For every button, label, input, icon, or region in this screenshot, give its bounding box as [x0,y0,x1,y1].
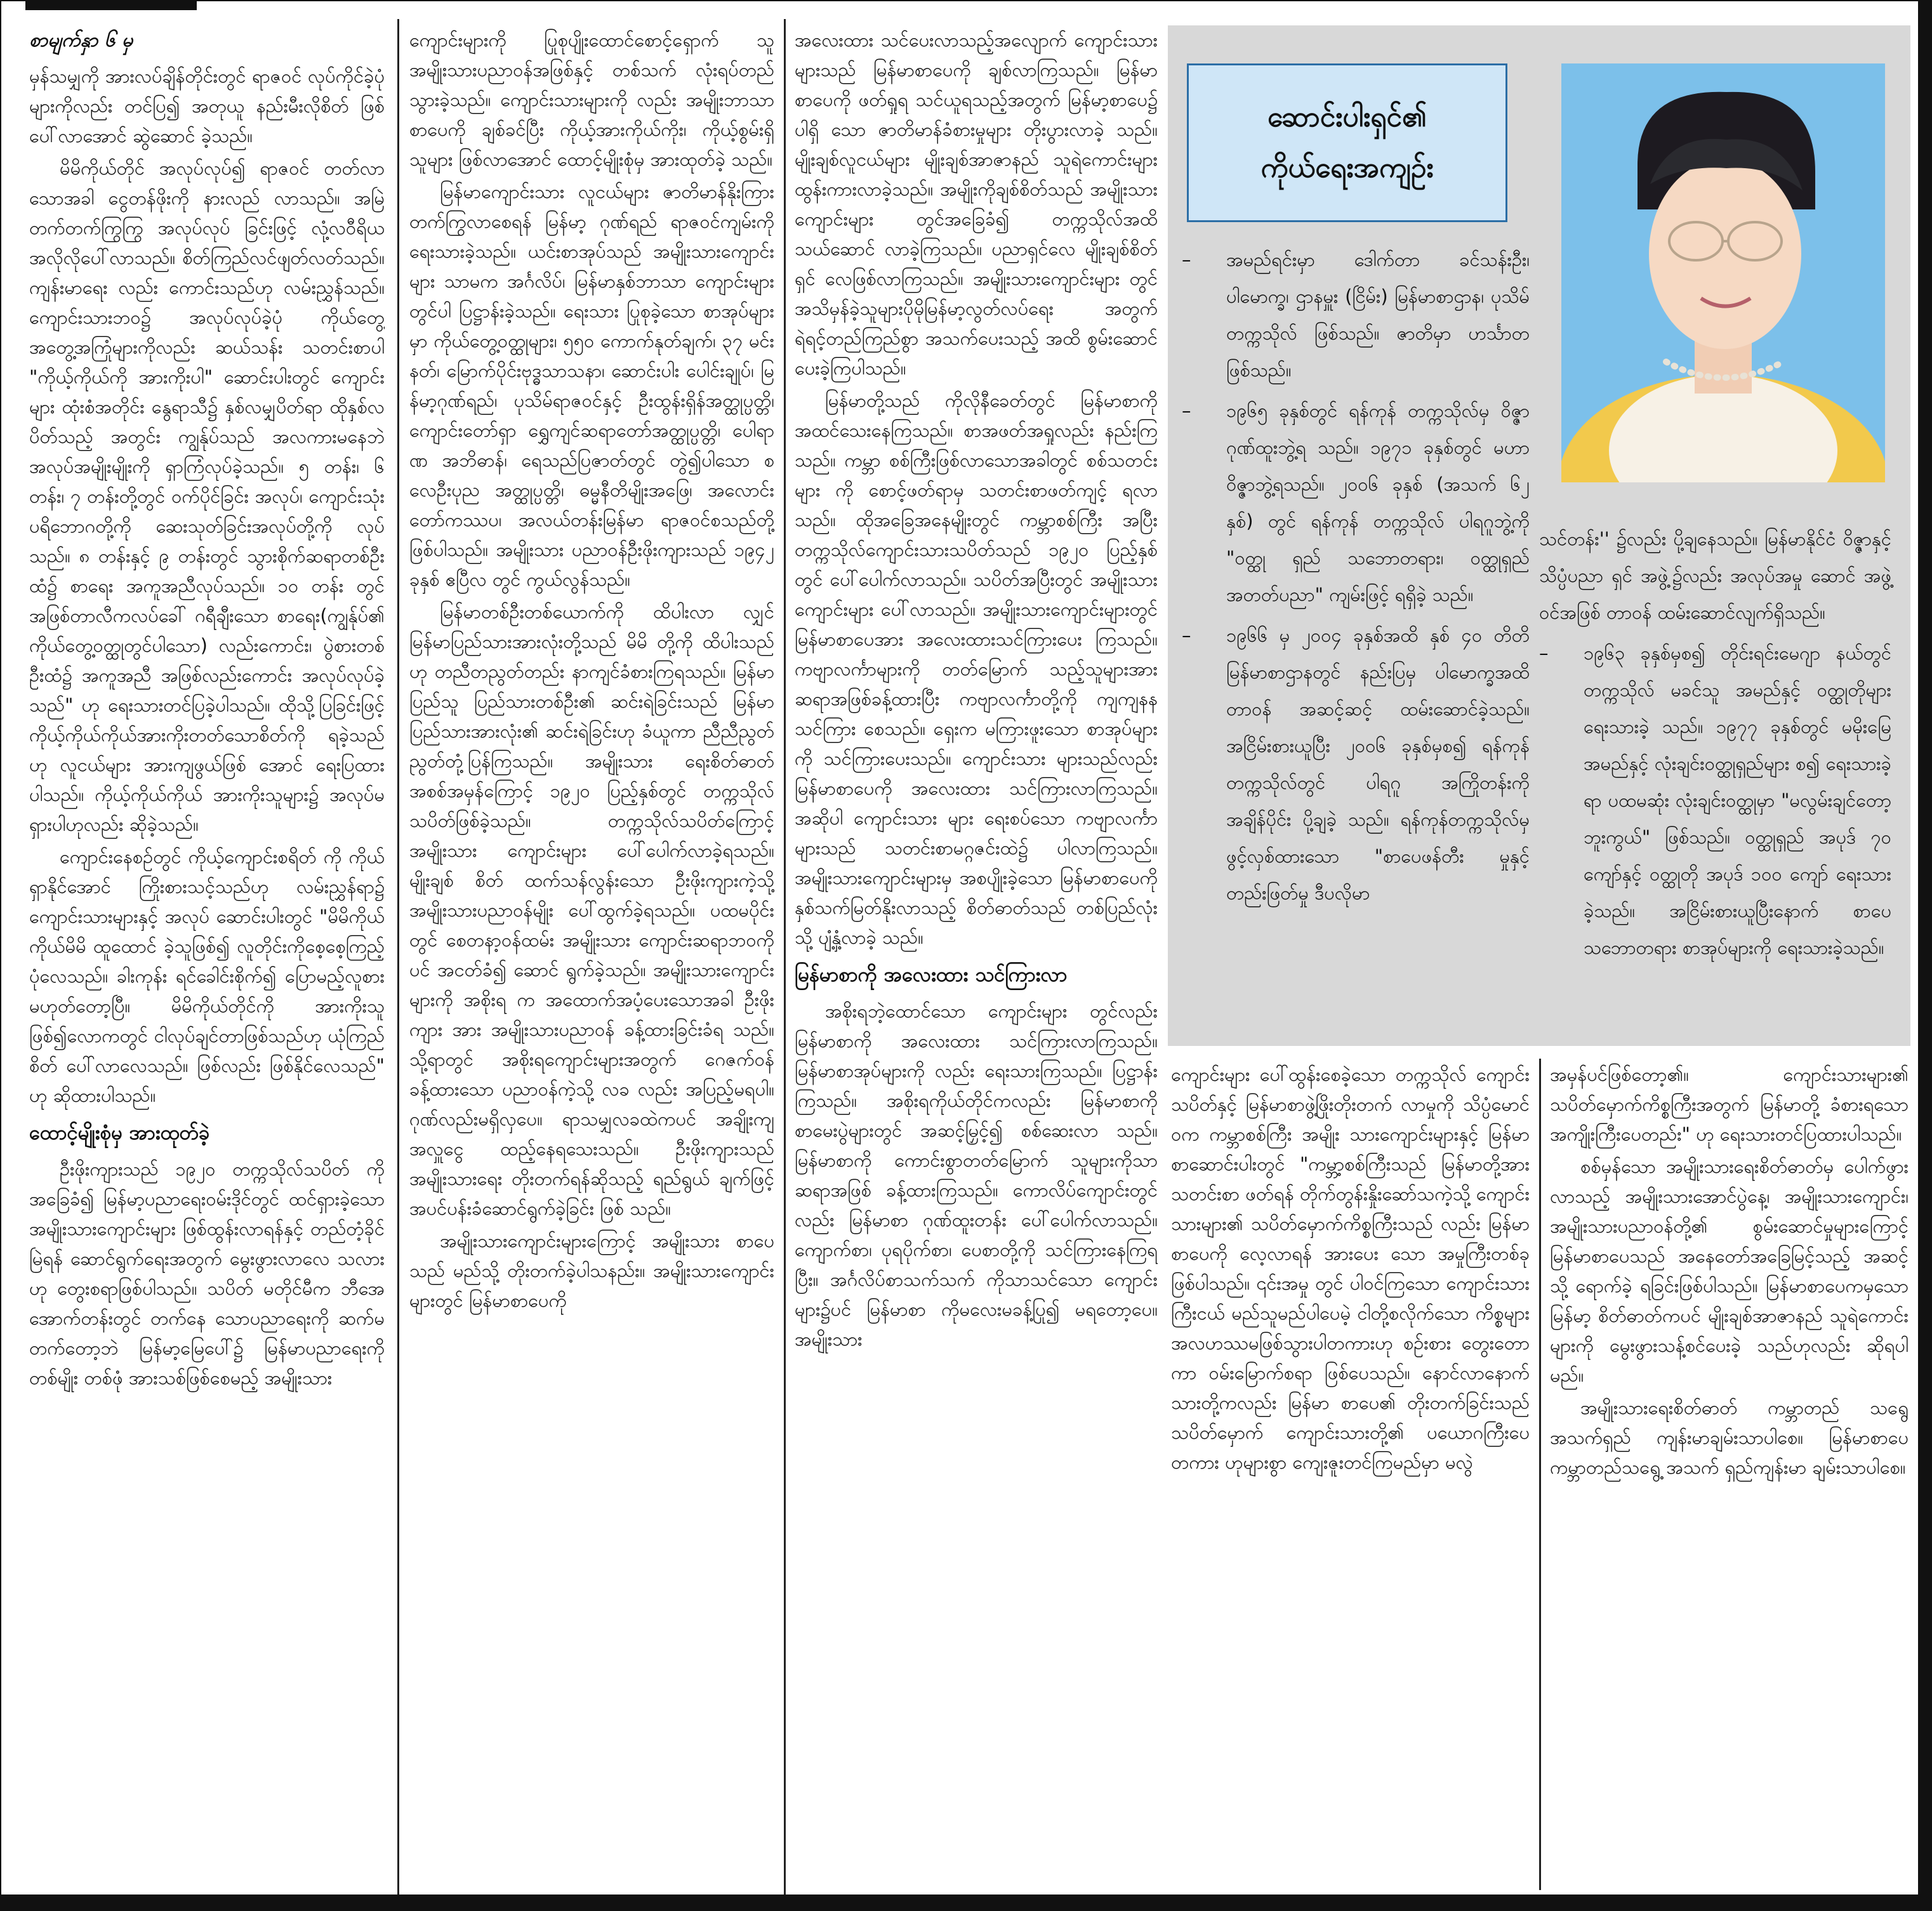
paragraph: မြန်မာတို့သည် ကိုလိုနီခေတ်တွင် မြန်မာစာကို အထင်သေးနေကြသည်။ စာအဖတ်အရှုလည်း နည်းကြသည်။ ကမ္ဘာ စစ်ကြီးဖြစ်လာသောအခါတွင် စစ်သတင်းများ ကို စောင့်ဖတ်ရာမှ သတင်းစာဖတ်ကျင့် ရလာ သည်။ ထိုအခြေအနေမျိုးတွင် ကမ္ဘာစစ်ကြီး အပြီး တက္ကသိုလ်ကျောင်းသားသပိတ်သည် ၁၉၂၀ ပြည့်နှစ်တွင် ပေါ်ပေါက်လာသည်။ သပိတ်အပြီးတွင် အမျိုးသားကျောင်းများ ပေါ်လာသည်။ အမျိုးသားကျောင်းများတွင် မြန်မာစာပေအား အလေးထားသင်ကြားပေး ကြသည်။ ကဗျာလင်္ကာများကို တတ်မြောက် သည့်သူများအား ဆရာအဖြစ်ခန့်ထားပြီး ကဗျာလင်္ကာတို့ကို ကျကျနန သင်ကြား စေသည်။ ရှေးက မကြားဖူးသော စာအုပ်များ ကို သင်ကြားပေးသည်။ ကျောင်းသား များသည်လည်း မြန်မာစာပေကို အလေးထား သင်ကြားလာကြသည်။ အဆိုပါ ကျောင်းသား များ ရေးစပ်သော ကဗျာလင်္ကာများသည် သတင်းစာမဂ္ဂဇင်းထဲ၌ ပါလာကြသည်။ အမျိုးသားကျောင်းများမှ အစပျိုးခဲ့သော မြန်မာစာပေကို နှစ်သက်မြတ်နိုးလာသည့် စိတ်ဓာတ်သည် တစ်ပြည်လုံးသို့ ပျံ့နှံ့လာခဲ့ သည်။ [795,390,1158,948]
paragraph: စစ်မှန်သော အမျိုးသားရေးစိတ်ဓာတ်မှ ပေါက်ဖွားလာသည့် အမျိုးသားအောင်ပွဲနေ့၊ အမျိုးသားကျောင်း၊ အမျိုးသားပညာဝန်တို့၏ စွမ်းဆောင်မှုများကြောင့် မြန်မာစာပေသည် အနေတော်အခြေမြင့်သည့် အဆင့်သို့ ရောက်ခဲ့ ရခြင်းဖြစ်ပါသည်။ မြန်မာစာပေကမှသော မြန်မာ့ စိတ်ဓာတ်ကပင် မျိုးချစ်အာဇာနည် သူရဲကောင်းများကို မွေးဖွားသန့်စင်ပေးခဲ့ သည်ဟုလည်း ဆိုရပါမည်။ [1550,1156,1909,1386]
list-dash-icon: – [1539,642,1549,664]
bio-item-text: ၁၉၆၃ ခုနှစ်မှစ၍ တိုင်းရင်းမေဂျာ နယ်တွင် တက္ကသိုလ် မခင်သူ အမည်နှင့် ဝတ္ထုတိုများ ရေးသားခဲ့ သည်။ ၁၉၇၇ ခုနှစ်တွင် မမိုးမြေ အမည်နှင့် လုံးချင်းဝတ္ထုရှည်များ စ၍ ရေးသားခဲ့ရာ ပထမဆုံး လုံးချင်းဝတ္ထုမှာ "မလွမ်းချင်တော့ ဘူးကွယ်" ဖြစ်သည်။ ဝတ္ထုရှည် အပုဒ် ၇၀ ကျော်နှင့် ဝတ္ထုတို အပုဒ် ၁၀၀ ကျော် ရေးသားခဲ့သည်။ အငြိမ်းစားယူပြီးနောက် စာပေ သဘောတရား စာအုပ်များကို ရေးသားခဲ့သည်။ [1584,642,1891,958]
paragraph: အလေးထား သင်ပေးလာသည့်အလျောက် ကျောင်းသားများသည် မြန်မာစာပေကို ချစ်လာကြသည်။ မြန်မာစာပေကို ဖတ်ရှုရ သင်ယူရသည့်အတွက် မြန်မာ့စာပေ၌ ပါရှိ သော ဇာတိမာန်ခံစားမှုများ တိုးပွားလာခဲ့ သည်။ မျိုးချစ်လူငယ်များ မျိုးချစ်အာဇာနည် သူရဲကောင်းများ ထွန်းကားလာခဲ့သည်။ အမျိုးကိုချစ်စိတ်သည် အမျိုးသားကျောင်းများ တွင်အခြေခံ၍ တက္ကသိုလ်အထိ သယ်ဆောင် လာခဲ့ကြသည်။ ပညာရှင်လေ မျိုးချစ်စိတ်ရှင် လေဖြစ်လာကြသည်။ အမျိုးသားကျောင်းများ တွင် အသိမှန်ခဲ့သူများပိုမိုမြန်မာ့လွတ်လပ်ရေး အတွက် ရဲရင့်တည်ကြည်စွာ အသက်ပေးသည့် အထိ စွမ်းဆောင်ပေးခဲ့ကြပါသည်။ [795,29,1158,379]
bio-item-text: ၁၉၆၆ မှ ၂၀၀၄ ခုနှစ်အထိ နှစ် ၄၀ တိတိ မြန်မာစာဌာနတွင် နည်းပြမှ ပါမောက္ခအထိ တာဝန် အဆင့်ဆင့် ထမ်းဆောင်ခဲ့သည်။ အငြိမ်းစားယူပြီး ၂၀၀၆ ခုနှစ်မှစ၍ ရန်ကုန်တက္ကသိုလ်တွင် ပါရဂူ အကြိုတန်းကို အချိန်ပိုင်း ပို့ချခဲ့ သည်။ ရန်ကုန်တက္ကသိုလ်မှ ဖွင့်လှစ်ထားသော "စာပေဖန်တီး မှုနှင့် တည်းဖြတ်မှု ဒီပလိုမာ [1226,625,1530,904]
paragraph: မြန်မာတစ်ဦးတစ်ယောက်ကို ထိပါးလာ လျှင် မြန်မာပြည်သားအားလုံးတို့သည် မိမိ တို့ကို ထိပါးသည်ဟု တညီတညွတ်တည်း နာကျင်ခံစားကြရသည်။ မြန်မာပြည်သူ ပြည်သားတစ်ဦး၏ ဆင်းရဲခြင်းသည် မြန်မာ ပြည်သားအားလုံး၏ ဆင်းရဲခြင်းဟု ခံယူကာ ညီညီညွတ်ညွတ်တုံ့ပြန်ကြသည်။ အမျိုးသား ရေးစိတ်ဓာတ် အစစ်အမှန်ကြောင့် ၁၉၂၀ ပြည့်နှစ်တွင် တက္ကသိုလ်သပိတ်ဖြစ်ခဲ့သည်။ တက္ကသိုလ်သပိတ်ကြောင့် အမျိုးသား ကျောင်းများ ပေါ်ပေါက်လာခဲ့ရသည်။ မျိုးချစ် စိတ် ထက်သန်လွန်းသော ဦးဖိုးကျားကဲ့သို့ အမျိုးသားပညာဝန်မျိုး ပေါ်ထွက်ခဲ့ရသည်။ ပထမပိုင်းတွင် စေတနာ့ဝန်ထမ်း အမျိုးသား ကျောင်းဆရာဘဝကိုပင် အငတ်ခံ၍ ဆောင် ရွက်ခဲ့သည်။ အမျိုးသားကျောင်းများကို အစိုးရ က အထောက်အပံ့ပေးသောအခါ ဦးဖိုးကျား အား အမျိုးသားပညာဝန် ခန့်ထားခြင်းခံရ သည်။ သို့ရာတွင် အစိုးရကျောင်းများအတွက် ဂေဇက်ဝန်ခန့်ထားသော ပညာဝန်ကဲ့သို့ လခ လည်း အပြည့်မရပါ။ ဂုဏ်လည်းမရှိလှပေ။ ရာသမျှလခထဲကပင် အချိုးကျ အလှူငွေ ထည့်နေရသေးသည်။ ဦးဖိုးကျားသည် အမျိုးသားရေး တိုးတက်ရန်ဆိုသည့် ရည်ရွယ် ချက်ဖြင့် အပင်ပန်းခံဆောင်ရွက်ခဲ့ခြင်း ဖြစ် သည်။ [409,601,774,1219]
column-divider [784,19,786,1894]
article-column-5 [1550,1060,1909,1885]
top-rule [25,0,197,10]
bio-list-item [1539,635,1891,966]
bio-list-item [1182,617,1530,911]
profile-title-line-2: ကိုယ်ရေးအကျဉ်း [1260,152,1434,184]
profile-title-box [1187,63,1507,222]
section-subheading: ထောင့်မျိုးစုံမှ အားထုတ်ခဲ့ [29,1121,210,1144]
paragraph: အမျိုးသားကျောင်းများကြောင့် အမျိုးသား စာပေသည် မည်သို့ တိုးတက်ခဲ့ပါသနည်း။ အမျိုးသားကျောင်းများတွင် မြန်မာစာပေကို [409,1230,774,1311]
bottom-border-bar [0,1894,1932,1911]
portrait-illustration [1561,63,1885,482]
paragraph: မှန်သမျှကို အားလပ်ချိန်တိုင်းတွင် ရာဇဝင် လုပ်ကိုင်ခဲ့ပုံများကိုလည်း တင်ပြ၍ အတုယူ နည်းမီးလိုစိတ် ဖြစ်ပေါ်လာအောင် ဆွဲဆောင် ခဲ့သည်။ [29,65,385,147]
profile-title-line-1: ဆောင်းပါးရှင်၏ [1267,101,1427,133]
author-profile-box [1168,25,1910,1046]
bio-item-text: အမည်ရင်းမှာ ဒေါက်တာ ခင်သန်းဦး၊ ပါမောက္ခ၊ ဌာနမှူး (ငြိမ်း) မြန်မာစာဌာန၊ ပုသိမ် တက္ကသိုလ် ဖြစ်သည်။ ဇာတိမှာ ဟင်္သာတဖြစ်သည်။ [1226,249,1530,381]
right-border-bar [1918,0,1932,1911]
paragraph: မြန်မာကျောင်းသား လူငယ်များ ဇာတိမာန်နိုးကြားတက်ကြွလာစေရန် မြန်မာ့ ဂုဏ်ရည် ရာဇဝင်ကျမ်းကို ရေးသားခဲ့သည်။ ယင်းစာအုပ်သည် အမျိုးသားကျောင်းများ သာမက အင်္ဂလိပ်၊ မြန်မာနှစ်ဘာသာ ကျောင်းများတွင်ပါ ပြဋ္ဌာန်းခဲ့သည်။ ရေးသား ပြုစုခဲ့သော စာအုပ်များမှာ ကိုယ်တွေ့ဝတ္ထုများ၊ ၅၅၀ ကောက်နုတ်ချက်၊ ၃၇ မင်းနတ်၊ မြောက်ပိုင်းဗုဒ္ဓသာသနာ၊ ဆောင်းပါး ပေါင်းချုပ်၊ မြန်မာ့ဂုဏ်ရည်၊ ပုသိမ်ရာဇဝင်နှင့် ဦးထွန်းရှိန်အတ္ထုပ္ပတ္တိ၊ ကျောင်းတော်ရှာ ရွှေကျင်ဆရာတော်အတ္ထုပ္ပတ္တိ၊ ပေါရာဏ အဘိဓာန်၊ ရေသည်ပြဇာတ်တွင် တွဲ၍ပါသော စလေဦးပုည အတ္ထုပ္ပတ္တိ၊ ဓမ္မနီတိမျိုးအဖြေ၊ အလောင်းတော်ကဿပ၊ အလယ်တန်းမြန်မာ ရာဇဝင်စသည်တို့ ဖြစ်ပါသည်။ အမျိုးသား ပညာဝန်ဦးဖိုးကျားသည် ၁၉၄၂ ခုနှစ် ဧပြီလ တွင် ကွယ်လွန်သည်။ [409,181,774,590]
continued-from-label: စာမျက်နှာ ၆ မှ [29,29,133,51]
paragraph: ကျောင်းနေစဉ်တွင် ကိုယ့်ကျောင်းစရိတ် ကို ကိုယ်ရှာနိုင်အောင် ကြိုးစားသင့်သည်ဟု လမ်းညွှန်ရာ၌ ကျောင်းသားများနှင့် အလုပ် ဆောင်းပါးတွင် "မိမိကိုယ်ကိုယ်မိမိ ထူထောင် ခဲ့သူဖြစ်၍ လူတိုင်းကိုစေ့စေ့ကြည့်ပုံလေသည်။ ခါးကုန်း ရင်ခေါင်းစိုက်၍ ပြောမည့်လူစား မဟုတ်တော့ပြီ။ မိမိကိုယ်တိုင်ကို အားကိုးသူ ဖြစ်၍လောကတွင် ငါလုပ်ချင်တာဖြစ်သည်ဟု ယုံကြည်စိတ် ပေါ်လာလေသည်။ ဖြစ်လည်း ဖြစ်နိုင်လေသည်" ဟု ဆိုထားပါသည်။ [29,846,385,1106]
list-dash-icon: – [1182,400,1191,421]
paragraph: မိမိကိုယ်တိုင် အလုပ်လုပ်၍ ရာဇဝင် တတ်လာသောအခါ ငွေတန်ဖိုးကို နားလည် လာသည်။ အမြဲတက်တက်ကြွကြွ အလုပ်လုပ် ခြင်းဖြင့် လုံ့လဝီရိယ အလိုလိုပေါ်လာသည်။ စိတ်ကြည်လင်ဖျတ်လတ်သည်။ ကျန်းမာရေး လည်း ကောင်းသည်ဟု လမ်းညွှန်သည်။ ကျောင်းသားဘဝ၌ အလုပ်လုပ်ခဲ့ပုံ ကိုယ်တွေ့ အတွေ့အကြုံများကိုလည်း ဆယ်သန်း သတင်းစာပါ "ကိုယ့်ကိုယ်ကို အားကိုးပါ" ဆောင်းပါးတွင် ကျောင်းများ ထုံးစံအတိုင်း နွေရာသီ၌ နှစ်လမျှပိတ်ရာ ထိုနှစ်လပိတ်သည့် အတွင်း ကျွန်ုပ်သည် အလကားမနေဘဲ အလုပ်အမျိုးမျိုးကို ရှာကြံလုပ်ခဲ့သည်။ ၅ တန်း၊ ၆ တန်း၊ ၇ တန်းတို့တွင် ဝက်ပိုင်ခြင်း အလုပ်၊ ကျောင်းသုံးပရိဘောဂတို့ကို ဆေးသုတ်ခြင်းအလုပ်တို့ကို လုပ်သည်။ ၈ တန်းနှင့် ၉ တန်းတွင် သွားစိုက်ဆရာတစ်ဦး ထံ၌ စာရေး အကူအညီလုပ်သည်။ ၁၀ တန်း တွင် အဖြစ်တာလီကလပ်ခေါ် ဂရီချီးသော စာရေး(ကျွန်ုပ်၏ ကိုယ်တွေ့ဝတ္ထုတွင်ပါသော) လည်းကောင်း၊ ပွဲစားတစ်ဦးထံ၌ အကူအညီ အဖြစ်လည်းကောင်း အလုပ်လုပ်ခဲ့သည်" ဟု ရေးသားတင်ပြခဲ့ပါသည်။ ထိုသို့ပြခြင်းဖြင့် ကိုယ့်ကိုယ်ကိုယ်အားကိုးတတ်သောစိတ်ကို ရခဲ့သည်ဟု လူငယ်များ အားကျဖွယ်ဖြစ် အောင် ရေးပြထားပါသည်။ ကိုယ့်ကိုယ်ကိုယ် အားကိုးသူများ၌ အလုပ်မရှားပါဟုလည်း ဆိုခဲ့သည်။ [29,157,385,835]
article-column-1 [29,25,385,1885]
bio-list-item [1182,241,1530,388]
paragraph: ကျောင်းများကို ပြုစုပျိုးထောင်စောင့်ရှောက် သူ အမျိုးသားပညာဝန်အဖြစ်နှင့် တစ်သက် လုံးရပ်တည်သွားခဲ့သည်။ ကျောင်းသားများကို လည်း အမျိုးဘာသာစာပေကို ချစ်ခင်ပြီး ကိုယ့်အားကိုယ်ကိုး၊ ကိုယ့်စွမ်းရှိသူများ ဖြစ်လာအောင် ထောင့်မျိုးစုံမှ အားထုတ်ခဲ့ သည်။ [409,29,774,170]
bio-item-text: ၁၉၆၅ ခုနှစ်တွင် ရန်ကုန် တက္ကသိုလ်မှ ဝိဇ္ဇာဂုဏ်ထူးဘွဲ့ရ သည်။ ၁၉၇၁ ခုနှစ်တွင် မဟာ ဝိဇ္ဇာဘွဲ့ရသည်။ ၂၀၀၆ ခုနှစ် (အသက် ၆၂ နှစ်) တွင် ရန်ကုန် တက္ကသိုလ် ပါရဂူဘွဲ့ကို "ဝတ္ထု ရှည် သဘောတရား၊ ဝတ္ထုရှည် အတတ်ပညာ" ကျမ်းဖြင့် ရရှိခဲ့ သည်။ [1226,400,1530,605]
author-portrait-photo [1561,63,1885,482]
section-subheading: မြန်မာစာကို အလေးထား သင်ကြားလာ [795,963,1068,986]
paragraph: ဦးဖိုးကျားသည် ၁၉၂၀ တက္ကသိုလ်သပိတ် ကို အခြေခံ၍ မြန်မာ့ပညာရေးဝမ်းဒိုင်တွင် ထင်ရှားခဲ့သော အမျိုးသားကျောင်းများ ဖြစ်ထွန်းလာရန်နှင့် တည်တံ့ခိုင်မြဲရန် ဆောင်ရွက်ရေးအတွက် မွေးဖွားလာလေ သလားဟု တွေးစရာဖြစ်ပါသည်။ သပိတ် မတိုင်မီက ဘီအေအောက်တန်းတွင် တက်နေ သောပညာရေးကို ဆက်မတက်တော့ဘဲ မြန်မာ့မြေပေါ်၌ မြန်မာပညာရေးကို တစ်မျိုး တစ်ဖုံ အားသစ်ဖြစ်စေမည့် အမျိုးသား [29,1158,385,1389]
article-column-4 [1171,1060,1530,1885]
article-column-2 [409,25,774,1885]
column-divider [1539,1059,1541,1890]
article-column-3 [795,25,1158,1885]
bio-continued-text: သင်တန်း'' ၌လည်း ပို့ချနေသည်။ မြန်မာနိုင်ငံ ဝိဇ္ဇာနှင့် သိပ္ပံပညာ ရှင် အဖွဲ့၌လည်း အလုပ်အမှု ဆောင် အဖွဲ့ဝင်အဖြစ် တာဝန် ထမ်းဆောင်လျက်ရှိသည်။ [1539,528,1891,623]
profile-bio-left [1182,241,1530,915]
paragraph: အစိုးရဘဲ့ထောင်သော ကျောင်းများ တွင်လည်း မြန်မာစာကို အလေးထား သင်ကြားလာကြသည်။ မြန်မာစာအုပ်များကို လည်း ရေးသားကြသည်။ ပြဋ္ဌာန်းကြသည်။ အစိုးရကိုယ်တိုင်ကလည်း မြန်မာစာကို စာမေးပွဲများတွင် အဆင့်မြှင့်၍ စစ်ဆေးလာ သည်။ မြန်မာစာကို ကောင်းစွာတတ်မြောက် သူများကိုသာ ဆရာအဖြစ် ခန့်ထားကြသည်။ ကောလိပ်ကျောင်းတွင်လည်း မြန်မာစာ ဂုဏ်ထူးတန်း ပေါ်ပေါက်လာသည်။ ကျောက်စာ၊ ပုရပိုက်စာ၊ ပေစာတို့ကို သင်ကြားနေကြရပြီး။ အင်္ဂလိပ်စာသက်သက် ကိုသာသင်သော ကျောင်းများ၌ပင် မြန်မာစာ ကိုမလေးမခန့်ပြု၍ မရတော့ပေ။ အမျိုးသား [795,1000,1158,1350]
paragraph: အမျိုးသားရေးစိတ်ဓာတ် ကမ္ဘာတည် သရွေ့ အသက်ရှည် ကျန်းမာချမ်းသာပါစေ။ မြန်မာစာပေ ကမ္ဘာတည်သရွေ့ အသက် ရှည်ကျန်းမာ ချမ်းသာပါစေ။ [1550,1397,1909,1478]
bio-list-item [1182,392,1530,613]
profile-bio-right [1539,520,1891,970]
paragraph: ကျောင်းများ ပေါ်ထွန်းစေခဲ့သော တက္ကသိုလ် ကျောင်းသပိတ်နှင့် မြန်မာစာဖွဲ့ဖြိုးတိုးတက် လာမှုကို သိပ္ပံမောင်ဝက ကမ္ဘာစစ်ကြီး အမျိုး သားကျောင်းများနှင့် မြန်မာစာဆောင်းပါးတွင် "ကမ္ဘာ့စစ်ကြီးသည် မြန်မာတို့အား သတင်းစာ ဖတ်ရန် တိုက်တွန်းနှိုးဆော်သကဲ့သို့ ကျောင်း သားများ၏ သပိတ်မှောက်ကိစ္စကြီးသည် လည်း မြန်မာစာပေကို လေ့လာရန် အားပေး သော အမှုကြီးတစ်ခု ဖြစ်ပါသည်။ ၎င်းအမှု တွင် ပါဝင်ကြသော ကျောင်းသား ကြီးငယ် မည်သူမည်ပါပေမဲ့ ငါတို့စလိုက်သော ကိစ္စများ အလဟဿမဖြစ်သွားပါတကားဟု စဉ်းစား တွေးတောကာ ဝမ်းမြောက်စရာ ဖြစ်ပေသည်။ နောင်လာနောက်သားတို့ကလည်း မြန်မာ စာပေ၏ တိုးတက်ခြင်းသည် သပိတ်မှောက် ကျောင်းသားတို့၏ ပယောဂကြီးပေတကား ဟုများစွာ ကျေးဇူးတင်ကြမည်မှာ မလွဲ [1171,1064,1530,1473]
paragraph: အမှန်ပင်ဖြစ်တော့၏။ ကျောင်းသားများ၏ သပိတ်မှောက်ကိစ္စကြီးအတွက် မြန်မာတို့ ခံစားရသော အကျိုးကြီးပေတည်း" ဟု ရေးသားတင်ပြထားပါသည်။ [1550,1064,1909,1145]
list-dash-icon: – [1182,249,1191,270]
list-dash-icon: – [1182,625,1191,646]
column-divider [397,19,399,1894]
